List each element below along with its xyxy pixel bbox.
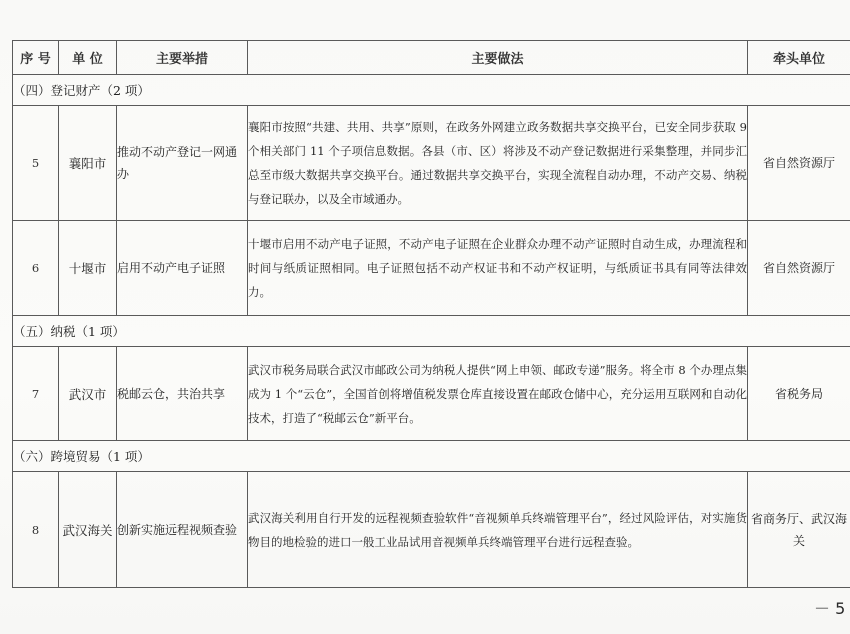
row-measure: 创新实施远程视频查验 (117, 472, 248, 588)
row-lead-text: 省商务厅、武汉海 关 (750, 511, 847, 548)
row-unit: 武汉市 (59, 347, 117, 441)
section-row (13, 75, 850, 106)
row-unit: 襄阳市 (59, 106, 117, 221)
header-unit: 单 位 (59, 41, 117, 75)
section-title: （四）登记财产（2 项） (13, 75, 850, 106)
page-number: － 5 (814, 599, 846, 618)
row-num: 6 (13, 221, 59, 316)
row-unit: 十堰市 (59, 221, 117, 316)
measures-table (12, 40, 850, 588)
row-practice: 武汉市税务局联合武汉市邮政公司为纳税人提供“网上申领、邮政专递”服务。将全市 8 个办理点集成为 1 个“云仓”，全国首创将增值税发票仓库直接设置在邮政仓储中心，充分运用互联网和自动化技术，打造了“税邮云仓”新平台。 (248, 347, 748, 441)
table-row (13, 221, 850, 316)
row-num: 5 (13, 106, 59, 221)
section-title: （五）纳税（1 项） (13, 316, 850, 347)
table-row (13, 472, 850, 588)
row-lead-text: 省税务局 (774, 386, 823, 401)
header-num: 序 号 (13, 41, 59, 75)
row-num: 7 (13, 347, 59, 441)
row-lead-text: 省自然资源厅 (762, 156, 835, 170)
row-measure: 启用不动产电子证照 (117, 221, 248, 316)
row-measure: 推动不动产登记一网通办 (117, 106, 248, 221)
row-lead (748, 472, 850, 588)
header-measure: 主要举措 (117, 41, 248, 75)
header-lead: 牵头单位 (748, 41, 850, 75)
row-num: 8 (13, 472, 59, 588)
section-title: （六）跨境贸易（1 项） (13, 441, 850, 472)
row-measure: 税邮云仓，共治共享 (117, 347, 248, 441)
row-lead (748, 106, 850, 221)
row-practice: 武汉海关利用自行开发的远程视频查验软件“音视频单兵终端管理平台”，经过风险评估，对实施货物目的地检验的进口一般工业品试用音视频单兵终端管理平台进行远程查验。 (248, 472, 748, 588)
row-lead-text: 省自然资源厅 (762, 261, 835, 275)
section-row (13, 316, 850, 347)
row-practice: 十堰市启用不动产电子证照，不动产电子证照在企业群众办理不动产证照时自动生成，办理流程和时间与纸质证照相同。电子证照包括不动产权证书和不动产权证明，与纸质证书具有同等法律效力。 (248, 221, 748, 316)
section-row (13, 441, 850, 472)
header-practice: 主要做法 (248, 41, 748, 75)
row-unit: 武汉海关 (59, 472, 117, 588)
table-header-row (13, 41, 850, 75)
row-practice: 襄阳市按照“共建、共用、共享”原则，在政务外网建立政务数据共享交换平台，已安全同步获取 9 个相关部门 11 个子项信息数据。各县（市、区）将涉及不动产登记数据进行采集整理，并同步汇总至市级大数据共享交换平台。通过数据共享交换平台，实现全流程自动办理，不动产交易、纳税与登记联办，以及全市域通办。 (248, 106, 748, 221)
table-row (13, 106, 850, 221)
row-lead (748, 347, 850, 441)
table-row (13, 347, 850, 441)
row-lead (748, 221, 850, 316)
